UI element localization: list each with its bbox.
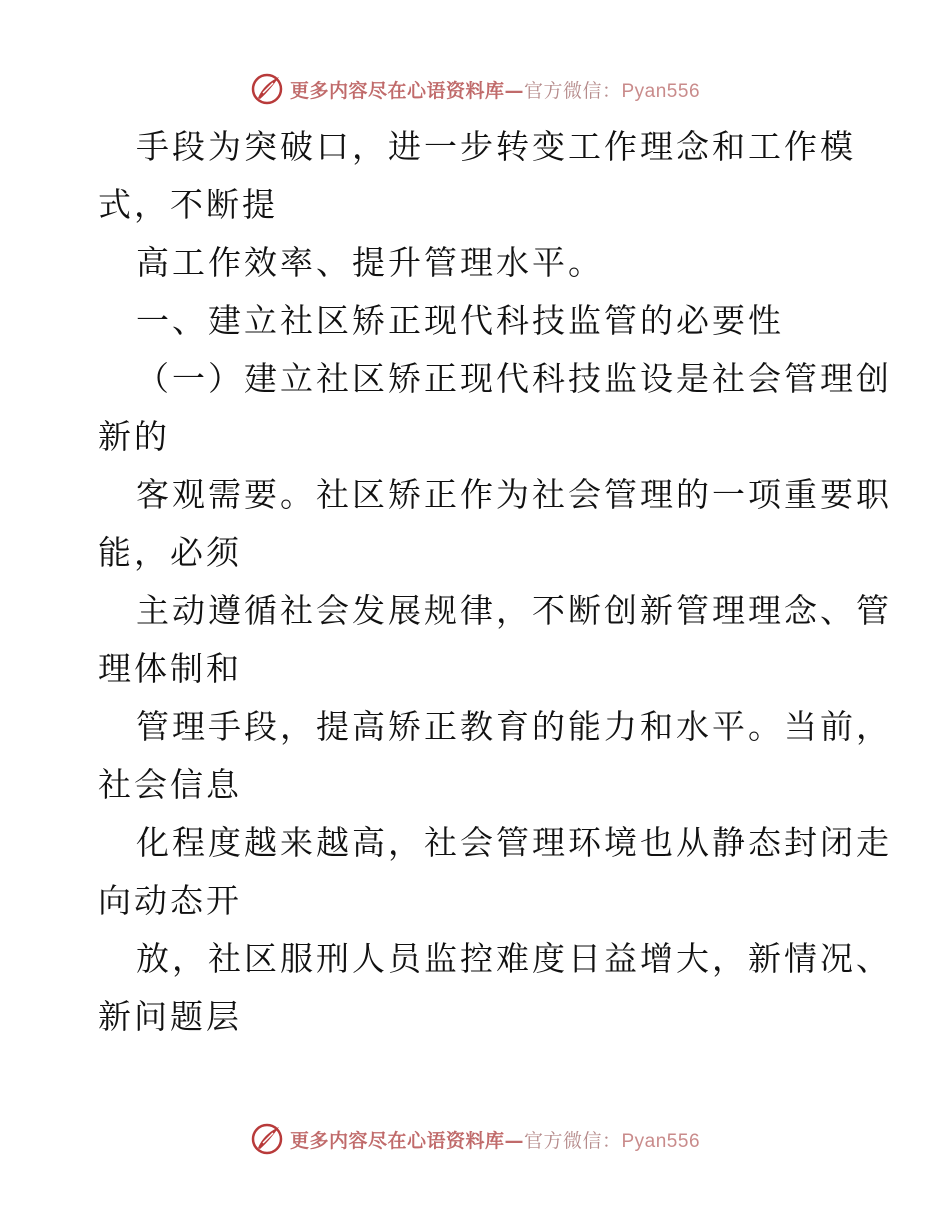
- footer-banner: [0, 1122, 950, 1156]
- text-line: 管理手段，提高矫正教育的能力和水平。当前，: [136, 707, 892, 746]
- section-heading: 一、建立社区矫正现代科技监管的必要性: [136, 301, 784, 340]
- text-line: 手段为突破口，进一步转变工作理念和工作模: [136, 127, 856, 166]
- text-line: （一）建立社区矫正现代科技监设是社会管理创: [136, 359, 892, 398]
- wechat-id: Pyan556: [621, 80, 701, 102]
- banner-title: 更多内容尽在心语资料库: [289, 79, 505, 102]
- text-line: 新问题层: [98, 997, 242, 1036]
- header-banner: [0, 72, 950, 106]
- wechat-label: 官方微信：: [523, 1129, 622, 1152]
- document-body: [98, 118, 892, 1046]
- text-line: 主动遵循社会发展规律，不断创新管理理念、管: [136, 591, 892, 630]
- text-line: 向动态开: [98, 881, 242, 920]
- text-line: 放，社区服刑人员监控难度日益增大，新情况、: [136, 939, 892, 978]
- banner-text: [290, 1126, 700, 1153]
- text-line: 客观需要。社区矫正作为社会管理的一项重要职: [136, 475, 892, 514]
- text-line: 能，必须: [98, 533, 242, 572]
- text-line: 化程度越来越高，社会管理环境也从静态封闭走: [136, 823, 892, 862]
- text-line: 新的: [98, 417, 170, 456]
- banner-text: [290, 76, 700, 103]
- wechat-id: Pyan556: [621, 1130, 701, 1152]
- banner-title: 更多内容尽在心语资料库: [289, 1129, 505, 1152]
- text-line: 式，不断提: [98, 185, 278, 224]
- feather-pen-logo-icon: [250, 72, 284, 106]
- text-line: 社会信息: [98, 765, 242, 804]
- feather-pen-logo-icon: [250, 1122, 284, 1156]
- banner-dash: —: [504, 1129, 524, 1152]
- banner-dash: —: [504, 79, 524, 102]
- text-line: 高工作效率、提升管理水平。: [136, 243, 604, 282]
- text-line: 理体制和: [98, 649, 242, 688]
- wechat-label: 官方微信：: [523, 79, 622, 102]
